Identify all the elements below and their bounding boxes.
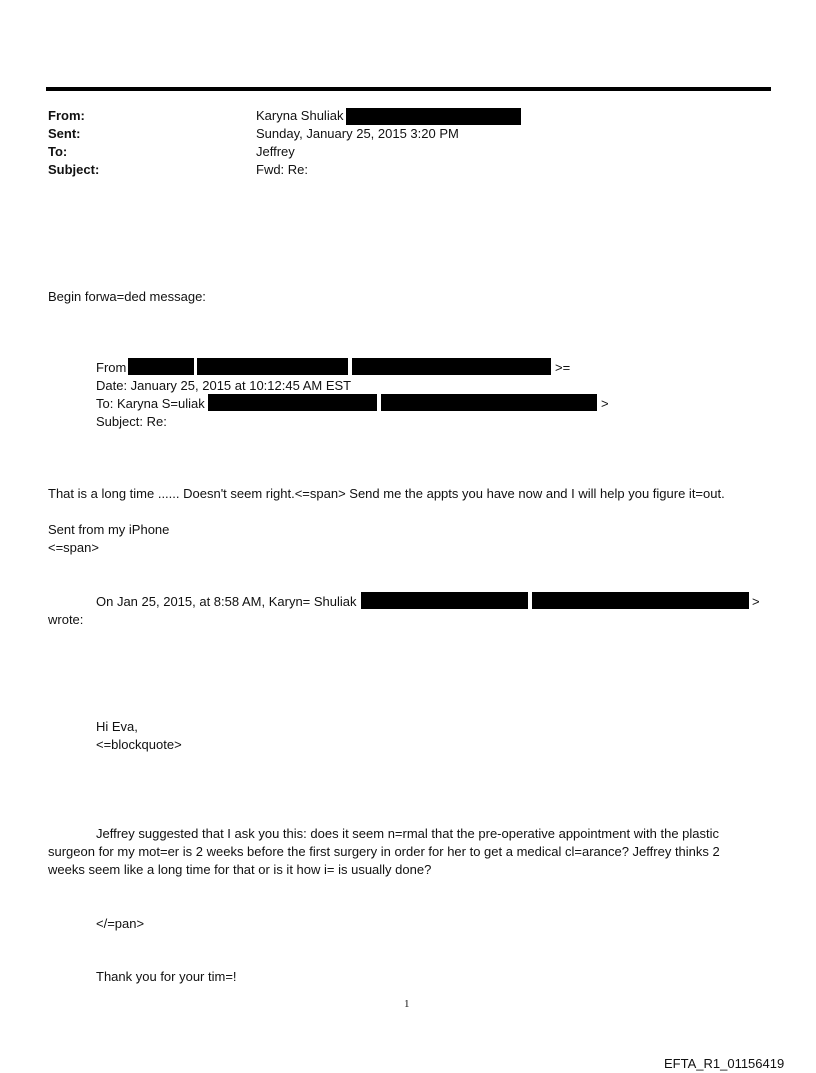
forwarded-subject: Subject: Re:: [96, 414, 167, 429]
redaction-box: [532, 592, 749, 609]
from-label: From:: [48, 108, 85, 123]
header-rule: [46, 87, 771, 91]
redaction-box: [208, 394, 377, 411]
to-label: To:: [48, 144, 68, 159]
thanks-text: Thank you for your tim=!: [96, 969, 237, 984]
bates-number: EFTA_R1_01156419: [664, 1056, 785, 1071]
begin-forwarded-text: Begin forwa=ded message:: [48, 289, 206, 304]
forwarded-to-tail: >: [601, 396, 609, 411]
quote-intro: On Jan 25, 2015, at 8:58 AM, Karyn= Shuliak: [96, 594, 357, 609]
from-value: Karyna Shuliak: [256, 108, 344, 123]
subject-label: Subject:: [48, 162, 100, 177]
sent-from-signature: Sent from my iPhone: [48, 522, 170, 537]
redaction-box: [197, 358, 348, 375]
redaction-box: [352, 358, 551, 375]
subject-value: Fwd: Re:: [256, 162, 309, 177]
forwarded-date: Date: January 25, 2015 at 10:12:45 AM EST: [96, 378, 352, 393]
reply-text: That is a long time ...... Doesn't seem right.<=span> Send me the appts you have now and I will help you figure it=out.: [48, 486, 725, 501]
wrote-text: wrote:: [48, 612, 84, 627]
redaction-box: [381, 394, 597, 411]
sent-label: Sent:: [48, 126, 81, 141]
close-span-tag-text: </=pan>: [96, 916, 145, 931]
redaction-box: [128, 358, 194, 375]
redaction-box: [346, 108, 521, 125]
forwarded-from-label: From: [96, 360, 127, 375]
to-value: Jeffrey: [256, 144, 295, 159]
sent-value: Sunday, January 25, 2015 3:20 PM: [256, 126, 459, 141]
forwarded-to: To: Karyna S=uliak: [96, 396, 205, 411]
redaction-box: [361, 592, 528, 609]
quote-intro-tail: >: [752, 594, 760, 609]
page-number: 1: [404, 998, 410, 1010]
greeting: Hi Eva,: [96, 719, 138, 734]
span-tag-text: <=span>: [48, 540, 99, 555]
question-paragraph: Jeffrey suggested that I ask you this: does it seem n=rmal that the pre-operative appointment with the plastic surgeon for my mot=er is 2 weeks before the first surgery in order for her to get a medical cl=arance? Jeffrey thinks 2 weeks seem like a long time for that or is it how i= is usually done?: [48, 826, 720, 877]
blockquote-tag-text: <=blockquote>: [96, 737, 182, 752]
forwarded-from-tail: >=: [555, 360, 571, 375]
